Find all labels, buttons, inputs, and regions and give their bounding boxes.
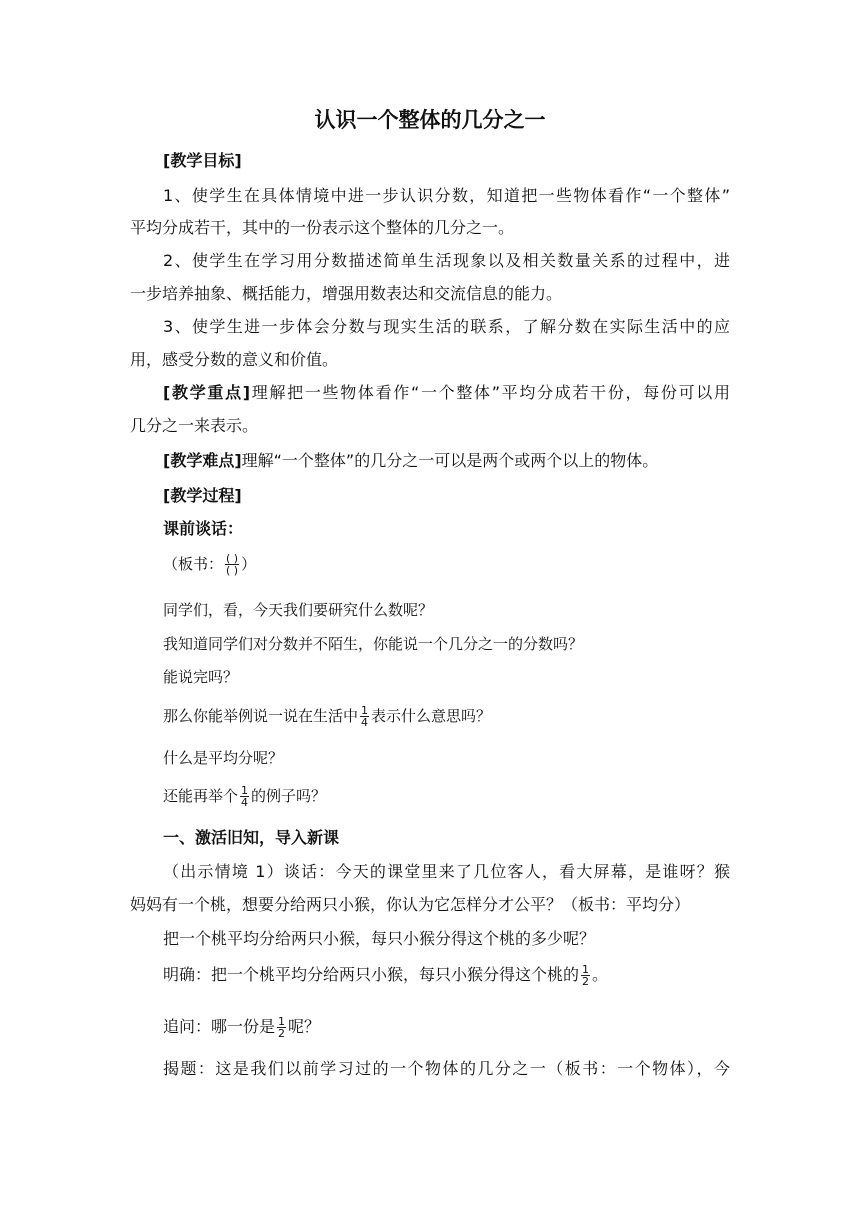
goal-heading: [教学目标] (163, 151, 242, 170)
section-1-heading: 一、激活旧知，导入新课 (163, 828, 340, 847)
process-heading: [教学过程] (163, 486, 242, 505)
key-point-line-1 (163, 382, 730, 404)
fraction-one-quarter (240, 785, 249, 808)
fraction-denominator: 4 (361, 716, 369, 729)
question-6 (163, 785, 763, 808)
difficulty-line (163, 450, 763, 472)
paragraph-1-line-2: 妈妈有一个桃，想要分给两只小猴，你认为它怎样分才公平？（板书：平均分） (130, 895, 691, 914)
fraction-numerator: 1 (361, 704, 369, 717)
blank-fraction-denominator: ( ) (226, 564, 239, 577)
fraction-one-half (277, 1016, 286, 1039)
board-note (163, 553, 763, 576)
paragraph-4 (163, 1016, 763, 1039)
question-4-text-b: 表示什么意思吗？ (371, 707, 492, 725)
goal-3-line-1: 3、使学生进一步体会分数与现实生活的联系，了解分数在实际生活中的应 (163, 317, 730, 336)
question-3: 能说完吗？ (163, 668, 239, 686)
paragraph-2: 把一个桃平均分给两只小猴，每只小猴分得这个桃的多少呢？ (163, 929, 596, 948)
paragraph-4-text-a: 追问：哪一份是 (163, 1017, 276, 1036)
goal-1-line-1: 1、使学生在具体情境中进一步认识分数，知道把一些物体看作“一个整体” (163, 186, 730, 205)
paragraph-3 (163, 964, 763, 987)
goal-1-line-2: 平均分成若干，其中的一份表示这个整体的几分之一。 (130, 218, 515, 237)
blank-fraction-numerator: ( ) (226, 552, 239, 565)
goal-2-line-1: 2、使学生在学习用分数描述简单生活现象以及相关数量关系的过程中，进 (163, 251, 730, 270)
key-point-text: 理解把一些物体看作“一个整体”平均分成若干份，每份可以用 (250, 383, 730, 402)
fraction-numerator: 1 (278, 1015, 286, 1028)
fraction-denominator: 2 (582, 975, 590, 988)
paragraph-3-text-b: 。 (592, 965, 609, 984)
pretalk-heading: 课前谈话： (163, 519, 244, 538)
document-title: 认识一个整体的几分之一 (314, 108, 546, 132)
difficulty-heading: [教学难点] (163, 451, 242, 470)
fraction-one-half (581, 964, 590, 987)
difficulty-text: 理解“一个整体”的几分之一可以是两个或两个以上的物体。 (241, 451, 659, 470)
question-1: 同学们，看，今天我们要研究什么数呢？ (163, 601, 434, 619)
question-6-text-b: 的例子吗？ (251, 787, 327, 805)
paragraph-5: 揭题：这是我们以前学习过的一个物体的几分之一（板书：一个物体），今 (163, 1059, 730, 1078)
question-5: 什么是平均分呢？ (163, 749, 284, 767)
fraction-denominator: 2 (278, 1027, 286, 1040)
board-note-close: ） (241, 555, 257, 573)
fraction-one-quarter (360, 705, 369, 728)
question-4-text-a: 那么你能举例说一说在生活中 (163, 707, 359, 725)
key-point-heading: [教学重点] (163, 383, 251, 402)
question-2: 我知道同学们对分数并不陌生，你能说一个几分之一的分数吗？ (163, 635, 584, 653)
goal-2-line-2: 一步培养抽象、概括能力，增强用数表达和交流信息的能力。 (130, 284, 563, 303)
fraction-numerator: 1 (582, 963, 590, 976)
question-6-text-a: 还能再举个 (163, 787, 239, 805)
goal-3-line-2: 用，感受分数的意义和价值。 (130, 350, 339, 369)
paragraph-4-text-b: 呢？ (288, 1017, 321, 1036)
paragraph-3-text-a: 明确：把一个桃平均分给两只小猴，每只小猴分得这个桃的 (163, 965, 580, 984)
fraction-denominator: 4 (241, 796, 249, 809)
board-note-open: （板书： (163, 555, 224, 573)
question-4 (163, 705, 763, 728)
blank-fraction (225, 553, 239, 576)
paragraph-1-line-1: （出示情境 1）谈话：今天的课堂里来了几位客人，看大屏幕，是谁呀？猴 (163, 862, 730, 881)
fraction-numerator: 1 (241, 784, 249, 797)
key-point-line-2: 几分之一来表示。 (130, 416, 259, 435)
